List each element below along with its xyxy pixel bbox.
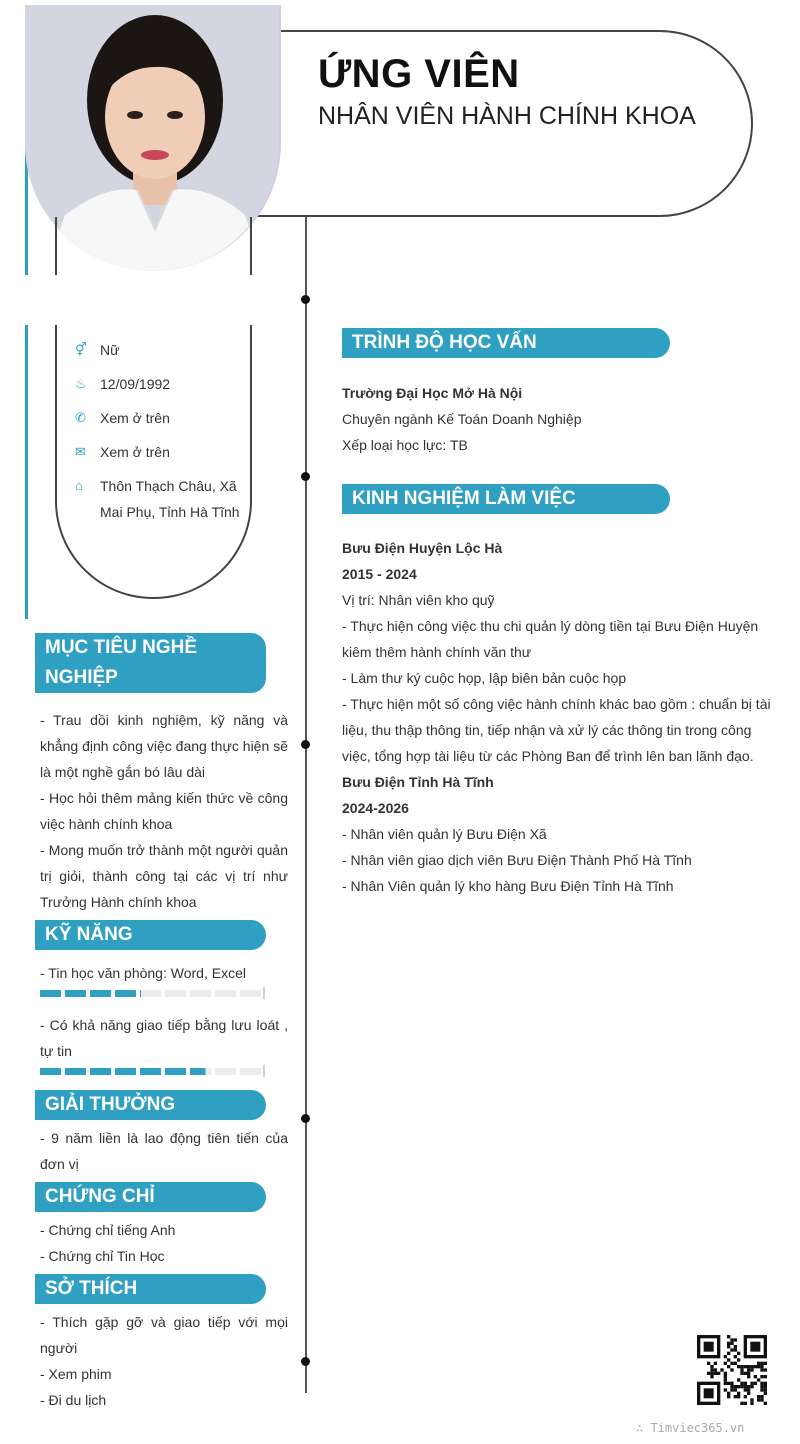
qr-code-icon	[697, 1335, 767, 1405]
candidate-name: ỨNG VIÊN	[318, 52, 520, 96]
skill-segment	[190, 1068, 211, 1075]
certificates-heading: CHỨNG CHỈ	[35, 1182, 266, 1212]
list-item: - Chứng chỉ Tin Học	[40, 1248, 165, 1264]
school-name: Trường Đại Học Mở Hà Nội	[342, 385, 523, 401]
info-card-connector	[55, 217, 252, 275]
job-line: - Làm thư ký cuộc họp, lập biên bản cuộc họp	[342, 670, 627, 686]
timeline-dot	[301, 1114, 310, 1123]
experience-block	[342, 535, 772, 899]
list-item: - Thích gặp gỡ và giao tiếp với mọi	[40, 1314, 288, 1330]
skill-segment	[65, 990, 86, 997]
job-line: - Nhân viên quản lý Bưu Điện Xã	[342, 826, 547, 842]
awards-text: - 9 năm liền là lao động tiên tiến của đơn vị	[40, 1130, 288, 1172]
awards-heading: GIẢI THƯỞNG	[35, 1090, 266, 1120]
info-birthday: ♨ 12/09/1992	[75, 376, 171, 392]
skill-segment	[215, 990, 236, 997]
hobbies-heading: SỞ THÍCH	[35, 1274, 266, 1304]
info-email: ✉ Xem ở trên	[75, 444, 170, 460]
skill-item-communication: - Có khả năng giao tiếp bằng lưu loát , tự tin	[40, 1017, 288, 1059]
job-line: liệu, thu thập thông tin, tiếp nhận và xử lý các thông tin trong công	[342, 722, 752, 738]
skill-segment	[140, 1068, 161, 1075]
whatsapp-phone-icon: ✆	[75, 410, 86, 425]
skill-segment	[40, 1068, 61, 1075]
job-company: Bưu Điện Huyện Lộc Hà	[342, 540, 503, 556]
skill-segment	[240, 990, 261, 997]
skill-segment	[165, 1068, 186, 1075]
timeline-line	[305, 217, 307, 1393]
candidate-position: NHÂN VIÊN HÀNH CHÍNH KHOA	[318, 102, 696, 130]
left-accent-line-lower	[25, 325, 28, 619]
email-icon: ✉	[75, 444, 86, 459]
education-heading: TRÌNH ĐỘ HỌC VẤN	[342, 328, 670, 358]
timeline-dot	[301, 295, 310, 304]
job-company: Bưu Điện Tỉnh Hà Tĩnh	[342, 774, 494, 790]
job-line: việc, tổng hợp tài liệu từ các Phòng Ban để trình lên ban lãnh đạo.	[342, 748, 754, 764]
info-gender: ⚥ Nữ	[75, 342, 120, 358]
skill-level-bar	[40, 990, 261, 997]
experience-heading: KINH NGHIỆM LÀM VIỆC	[342, 484, 670, 514]
skill-segment	[215, 1068, 236, 1075]
objective-heading: MỤC TIÊU NGHỀ NGHIỆP	[35, 633, 266, 693]
gender-icon: ⚥	[75, 342, 87, 357]
skill-segment	[115, 990, 136, 997]
grade: Xếp loại học lực: TB	[342, 437, 468, 453]
job-line: - Thực hiện công việc thu chi quản lý dòng tiền tại Bưu Điện Huyện	[342, 618, 759, 634]
list-item: - Xem phim	[40, 1366, 112, 1382]
skill-level-bar	[40, 1068, 261, 1075]
skill-bar-communication	[40, 1065, 265, 1077]
skill-segment	[90, 990, 111, 997]
info-phone: ✆ Xem ở trên	[75, 410, 170, 426]
timeline-dot	[301, 472, 310, 481]
timeline-dot	[301, 740, 310, 749]
job-line: kiêm thêm hành chính văn thư	[342, 644, 532, 660]
skill-segment	[140, 990, 161, 997]
job-line: - Thực hiện một số công việc hành chính khác bao gồm : chuẩn bị tài	[342, 696, 771, 712]
job-period: 2015 - 2024	[342, 566, 417, 582]
info-address: ⌂ Thôn Thạch Châu, Xã Mai Phụ, Tỉnh Hà Tĩnh	[75, 478, 240, 520]
hobbies-list	[40, 1309, 288, 1413]
list-item: người	[40, 1340, 78, 1356]
skill-segment	[65, 1068, 86, 1075]
home-icon: ⌂	[75, 478, 83, 493]
job-line: - Nhân viên giao dịch viên Bưu Điện Thành Phố Hà Tĩnh	[342, 852, 692, 868]
job-line: Vị trí: Nhân viên kho quỹ	[342, 592, 495, 608]
birthday-cake-icon: ♨	[75, 376, 87, 391]
skill-segment	[240, 1068, 261, 1075]
certificates-list	[40, 1217, 288, 1269]
skill-item-office: - Tin học văn phòng: Word, Excel	[40, 965, 246, 981]
list-item: - Đi du lịch	[40, 1392, 107, 1408]
list-item: - Chứng chỉ tiếng Anh	[40, 1222, 176, 1238]
skill-segment	[190, 990, 211, 997]
skill-bar-office	[40, 987, 265, 999]
objective-text: - Trau dồi kinh nghiệm, kỹ năng và khẳng định công việc đang thực hiện sẽ là một nghề gắn bó lâu dài - Học hỏi thêm mảng kiến thức về công việc hành chính khoa - Mong muốn trở thành một người quản trị giỏi, thành công tại các vị trí như Trưởng Hành chính khoa	[40, 712, 288, 910]
major: Chuyên ngành Kế Toán Doanh Nghiệp	[342, 411, 582, 427]
watermark: ∴ Timviec365.vn	[636, 1421, 745, 1435]
skill-segment	[90, 1068, 111, 1075]
timeline-dot	[301, 1357, 310, 1366]
skills-heading: KỸ NĂNG	[35, 920, 266, 950]
skill-segment	[40, 990, 61, 997]
skill-segment	[165, 990, 186, 997]
job-period: 2024-2026	[342, 800, 409, 816]
education-block	[342, 380, 762, 458]
job-line: - Nhân Viên quản lý kho hàng Bưu Điện Tỉnh Hà Tĩnh	[342, 878, 674, 894]
skill-segment	[115, 1068, 136, 1075]
